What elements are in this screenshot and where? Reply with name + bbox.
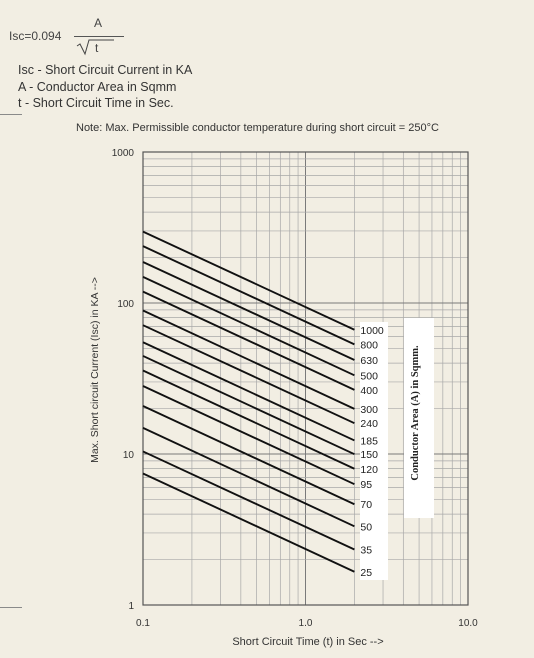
x-tick-label: 1.0 [298, 618, 313, 629]
series-label: 150 [360, 449, 378, 462]
series-line [143, 342, 354, 440]
series-label: 120 [360, 463, 378, 476]
series-label: 50 [360, 521, 373, 534]
y-tick-label: 100 [117, 299, 134, 310]
temperature-note: Note: Max. Permissible conductor temperature during short circuit = 250°C [76, 122, 439, 134]
series-label: 630 [360, 355, 378, 368]
series-line [143, 262, 354, 360]
series-label: 35 [360, 544, 373, 557]
series-label: 800 [360, 339, 378, 352]
formula-numerator: A [94, 16, 103, 30]
definition-isc: Isc - Short Circuit Current in KA [18, 63, 193, 77]
x-tick-label: 0.1 [136, 618, 150, 629]
series-line [143, 246, 354, 344]
x-tick-label: 10.0 [458, 618, 478, 629]
series-line [143, 473, 354, 571]
series-line [143, 386, 354, 484]
series-label: 70 [360, 499, 373, 512]
definition-time: t - Short Circuit Time in Sec. [18, 96, 174, 110]
chart-lines [143, 232, 354, 572]
series-label: 240 [360, 418, 378, 431]
definition-area: A - Conductor Area in Sqmm [18, 79, 177, 94]
series-line [143, 451, 354, 549]
series-line [143, 356, 354, 454]
series-label: 25 [360, 566, 373, 579]
series-label: 1000 [360, 324, 384, 337]
series-label: 400 [360, 384, 378, 397]
conductor-area-label: Conductor Area (A) in Sqmm. [410, 345, 421, 481]
series-label: 185 [360, 435, 378, 448]
y-tick-label: 1 [128, 601, 134, 612]
series-label: 500 [360, 370, 378, 383]
x-axis-label: Short Circuit Time (t) in Sec --> [232, 636, 384, 648]
series-label: 300 [360, 403, 378, 416]
y-axis-label: Max. Short circuit Current (Isc) in KA --> [89, 277, 101, 463]
y-tick-label: 1000 [111, 148, 134, 159]
formula-lhs: Isc=0.094 [9, 29, 62, 43]
formula-denominator: t [95, 41, 99, 55]
series-label: 95 [360, 479, 373, 492]
series-line [143, 232, 354, 330]
y-tick-label: 10 [122, 450, 134, 461]
